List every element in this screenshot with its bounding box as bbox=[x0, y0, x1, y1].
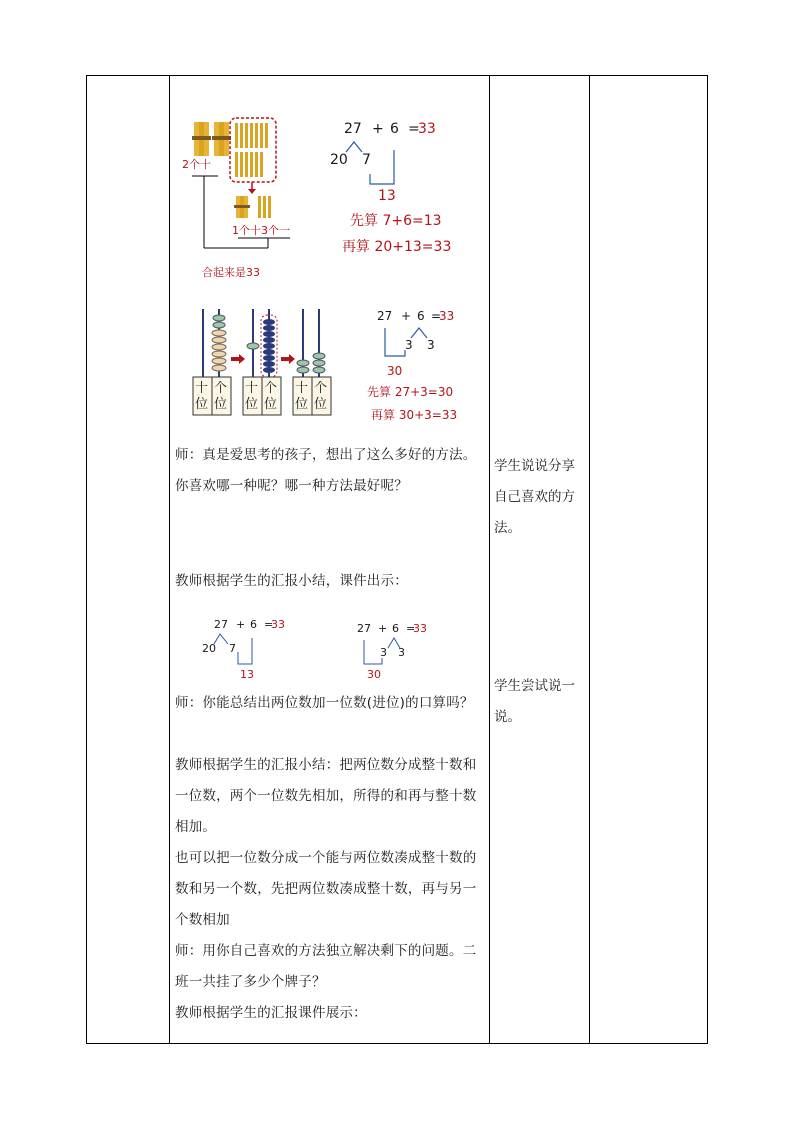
decomposition-lines bbox=[328, 136, 468, 206]
bundle-tens-2 bbox=[212, 122, 231, 156]
eq-equals: = bbox=[264, 618, 274, 631]
eq-equals: = bbox=[406, 622, 416, 635]
step-then: 再算 30+3=33 bbox=[371, 408, 458, 422]
eq-operand-a: 27 bbox=[214, 618, 228, 631]
split-part-b: 3 bbox=[427, 338, 435, 352]
paragraph-summary-intro: 教师根据学生的汇报小结，课件出示： bbox=[175, 573, 408, 589]
partial-sum: 13 bbox=[240, 668, 254, 681]
student-activity-try: 学生尝试说一说。 bbox=[494, 678, 575, 725]
small-decomposition-1 bbox=[200, 616, 300, 686]
column-divider bbox=[589, 76, 590, 1043]
eq-result: 33 bbox=[271, 618, 285, 631]
label-one-ten-three-ones: 1个十3个一 bbox=[232, 224, 290, 237]
eq-operand-b: 6 bbox=[392, 622, 399, 635]
abacus-figure bbox=[185, 305, 335, 417]
eq-plus: + bbox=[378, 622, 388, 635]
decomposition-lines bbox=[365, 322, 485, 382]
eq-plus: + bbox=[236, 618, 246, 631]
abacus-tens-label-2: 位 bbox=[295, 397, 309, 412]
eq-result: 33 bbox=[418, 121, 436, 137]
eq-equals: = bbox=[431, 309, 442, 323]
abacus-ones-label-2: 位 bbox=[214, 397, 228, 412]
abacus-ones-label-2: 位 bbox=[314, 397, 328, 412]
eq-result: 33 bbox=[439, 309, 455, 323]
abacus-ones-label: 个 bbox=[314, 381, 328, 396]
label-total: 合起来是33 bbox=[202, 266, 260, 279]
split-part-b: 3 bbox=[398, 646, 405, 659]
sticks-figure bbox=[178, 110, 298, 280]
step-first: 先算 7+6=13 bbox=[350, 213, 442, 229]
split-part-a: 3 bbox=[380, 646, 387, 659]
decomposition-1 bbox=[328, 118, 468, 258]
step-first: 先算 27+3=30 bbox=[367, 385, 454, 399]
column-divider bbox=[489, 76, 490, 1043]
abacus-tens-label: 十 bbox=[195, 381, 209, 396]
eq-operand-b: 6 bbox=[417, 309, 425, 323]
eq-equals: = bbox=[408, 121, 420, 137]
partial-sum: 13 bbox=[378, 188, 396, 204]
paragraph-question: 师：你能总结出两位数加一位数(进位)的口算吗？ bbox=[175, 695, 474, 711]
eq-plus: + bbox=[372, 121, 384, 137]
split-part-b: 7 bbox=[229, 642, 236, 655]
eq-operand-a: 27 bbox=[357, 622, 371, 635]
abacus-tens-label-2: 位 bbox=[195, 397, 209, 412]
paragraph-task: 师：用你自己喜欢的方法独立解决剩下的问题。二班一共挂了多少个牌子？ bbox=[175, 943, 477, 990]
paragraph-method-2: 也可以把一位数分成一个能与两位数凑成整十数的数和另一个数，先把两位数凑成整十数，再与另一个数相加 bbox=[175, 850, 477, 928]
eq-plus: + bbox=[401, 309, 412, 323]
split-part-b: 7 bbox=[362, 152, 371, 168]
sticks-illustration bbox=[178, 110, 298, 280]
abacus-tens-label: 十 bbox=[245, 381, 259, 396]
eq-result: 33 bbox=[413, 622, 427, 635]
small-decomposition-2 bbox=[354, 620, 454, 686]
abacus-ones-label: 个 bbox=[214, 381, 228, 396]
split-part-a: 20 bbox=[202, 642, 216, 655]
paragraph-praise: 师：真是爱思考的孩子，想出了这么多好的方法。你喜欢哪一种呢？哪一种方法最好呢？ bbox=[175, 447, 477, 494]
partial-sum: 30 bbox=[387, 364, 403, 378]
student-activity-share: 学生说说分享自己喜欢的方法。 bbox=[494, 458, 575, 536]
decomposition-2 bbox=[365, 308, 485, 424]
abacus-ones-label: 个 bbox=[264, 381, 278, 396]
column-divider bbox=[169, 76, 170, 1043]
partial-sum: 30 bbox=[367, 668, 381, 681]
bundle-tens-1 bbox=[192, 122, 211, 156]
result-sticks bbox=[234, 196, 271, 218]
split-part-a: 20 bbox=[330, 152, 348, 168]
abacus-ones-label-2: 位 bbox=[264, 397, 278, 412]
paragraph-display: 教师根据学生的汇报课件展示： bbox=[175, 1005, 367, 1021]
step-then: 再算 20+13=33 bbox=[342, 239, 452, 255]
abacus-tens-label-2: 位 bbox=[245, 397, 259, 412]
label-two-tens: 2个十 bbox=[182, 158, 211, 171]
eq-operand-b: 6 bbox=[250, 618, 257, 631]
abacus-tens-label: 十 bbox=[295, 381, 309, 396]
loose-sticks bbox=[235, 123, 268, 177]
eq-operand-a: 27 bbox=[344, 121, 362, 137]
eq-operand-a: 27 bbox=[377, 309, 393, 323]
eq-operand-b: 6 bbox=[390, 121, 399, 137]
paragraph-method-1: 教师根据学生的汇报小结：把两位数分成整十数和一位数，两个一位数先相加，所得的和再与整十数相加。 bbox=[175, 757, 477, 835]
split-part-a: 3 bbox=[405, 338, 413, 352]
